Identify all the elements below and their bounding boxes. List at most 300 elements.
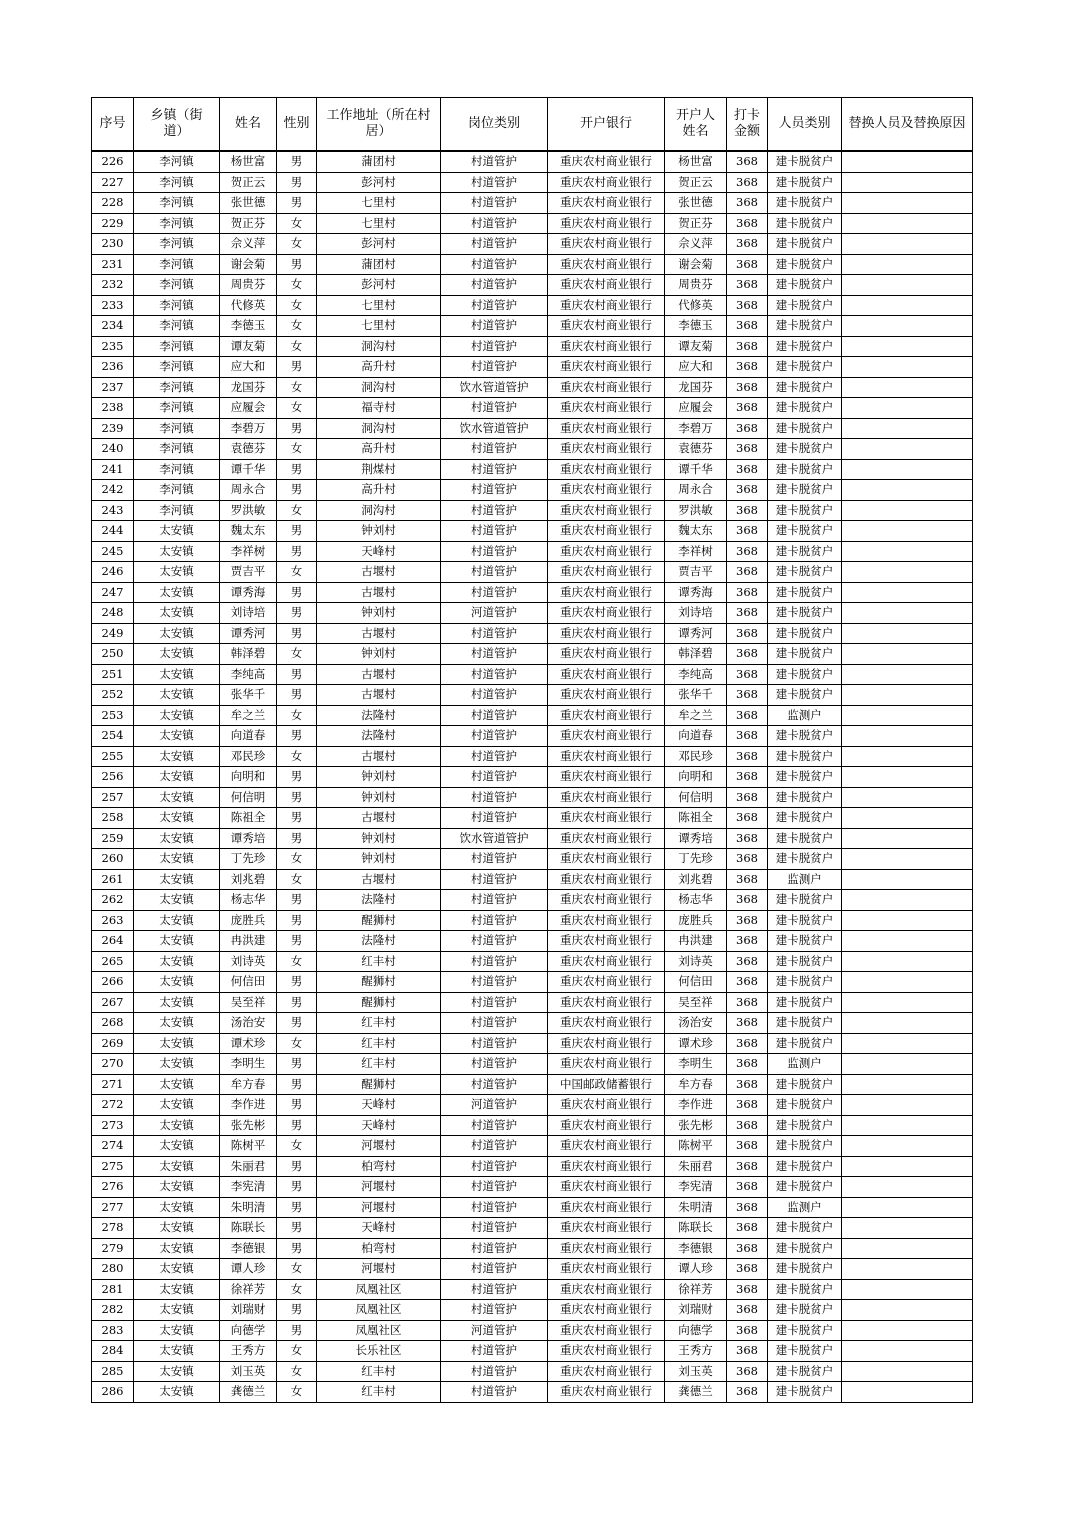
cell-index: 275	[92, 1156, 134, 1177]
cell-person-category: 建卡脱贫户	[768, 459, 842, 480]
cell-amount: 368	[727, 685, 768, 706]
cell-person-category: 建卡脱贫户	[768, 1320, 842, 1341]
cell-town: 太安镇	[134, 869, 220, 890]
cell-account-holder: 韩泽碧	[665, 644, 727, 665]
cell-amount: 368	[727, 1095, 768, 1116]
cell-job-category: 村道管护	[441, 787, 548, 808]
cell-work-address: 法隆村	[317, 726, 441, 747]
cell-work-address: 荆煤村	[317, 459, 441, 480]
cell-person-category: 建卡脱贫户	[768, 726, 842, 747]
cell-job-category: 村道管护	[441, 172, 548, 193]
cell-job-category: 村道管护	[441, 316, 548, 337]
cell-index: 246	[92, 562, 134, 583]
cell-replacement	[842, 316, 973, 337]
cell-town: 李河镇	[134, 295, 220, 316]
cell-person-category: 建卡脱贫户	[768, 254, 842, 275]
cell-bank: 重庆农村商业银行	[548, 234, 665, 255]
cell-town: 太安镇	[134, 664, 220, 685]
cell-amount: 368	[727, 1300, 768, 1321]
cell-gender: 男	[277, 1197, 317, 1218]
cell-account-holder: 陈树平	[665, 1136, 727, 1157]
cell-work-address: 红丰村	[317, 1013, 441, 1034]
table-row	[92, 1259, 973, 1280]
cell-person-category: 建卡脱贫户	[768, 521, 842, 542]
cell-job-category: 村道管护	[441, 951, 548, 972]
cell-bank: 重庆农村商业银行	[548, 869, 665, 890]
cell-town: 李河镇	[134, 336, 220, 357]
cell-person-category: 建卡脱贫户	[768, 377, 842, 398]
cell-replacement	[842, 869, 973, 890]
personnel-table	[91, 97, 973, 1403]
cell-gender: 男	[277, 767, 317, 788]
cell-town: 太安镇	[134, 787, 220, 808]
col-header-account-holder: 开户人姓名	[665, 98, 727, 152]
cell-account-holder: 向道春	[665, 726, 727, 747]
cell-replacement	[842, 582, 973, 603]
table-row	[92, 890, 973, 911]
cell-work-address: 天峰村	[317, 1095, 441, 1116]
cell-amount: 368	[727, 1156, 768, 1177]
cell-person-category: 建卡脱贫户	[768, 357, 842, 378]
cell-replacement	[842, 1238, 973, 1259]
cell-replacement	[842, 1341, 973, 1362]
cell-bank: 重庆农村商业银行	[548, 357, 665, 378]
cell-work-address: 古堰村	[317, 685, 441, 706]
col-header-name: 姓名	[220, 98, 277, 152]
cell-work-address: 钟刘村	[317, 521, 441, 542]
cell-index: 260	[92, 849, 134, 870]
cell-name: 吴至祥	[220, 992, 277, 1013]
cell-bank: 重庆农村商业银行	[548, 1320, 665, 1341]
cell-town: 太安镇	[134, 1136, 220, 1157]
cell-index: 250	[92, 644, 134, 665]
cell-amount: 368	[727, 1382, 768, 1403]
cell-bank: 重庆农村商业银行	[548, 1033, 665, 1054]
cell-person-category: 建卡脱贫户	[768, 972, 842, 993]
table-row	[92, 869, 973, 890]
cell-account-holder: 何信田	[665, 972, 727, 993]
cell-town: 太安镇	[134, 1054, 220, 1075]
cell-bank: 重庆农村商业银行	[548, 316, 665, 337]
cell-job-category: 村道管护	[441, 439, 548, 460]
cell-replacement	[842, 562, 973, 583]
table-row	[92, 664, 973, 685]
cell-work-address: 蒲团村	[317, 254, 441, 275]
cell-index: 285	[92, 1361, 134, 1382]
cell-gender: 男	[277, 910, 317, 931]
cell-replacement	[842, 234, 973, 255]
cell-work-address: 天峰村	[317, 1218, 441, 1239]
cell-replacement	[842, 685, 973, 706]
cell-town: 太安镇	[134, 1197, 220, 1218]
cell-amount: 368	[727, 562, 768, 583]
cell-bank: 重庆农村商业银行	[548, 172, 665, 193]
cell-bank: 重庆农村商业银行	[548, 521, 665, 542]
cell-job-category: 村道管护	[441, 213, 548, 234]
table-row	[92, 1197, 973, 1218]
cell-amount: 368	[727, 398, 768, 419]
cell-gender: 男	[277, 726, 317, 747]
cell-gender: 男	[277, 1095, 317, 1116]
cell-name: 王秀方	[220, 1341, 277, 1362]
cell-job-category: 村道管护	[441, 767, 548, 788]
cell-gender: 男	[277, 1320, 317, 1341]
cell-account-holder: 刘玉英	[665, 1361, 727, 1382]
cell-town: 太安镇	[134, 1259, 220, 1280]
cell-work-address: 法隆村	[317, 890, 441, 911]
cell-amount: 368	[727, 603, 768, 624]
cell-gender: 男	[277, 541, 317, 562]
cell-name: 邓民珍	[220, 746, 277, 767]
cell-index: 233	[92, 295, 134, 316]
cell-work-address: 法隆村	[317, 931, 441, 952]
cell-amount: 368	[727, 1279, 768, 1300]
cell-name: 李明生	[220, 1054, 277, 1075]
cell-account-holder: 刘瑞财	[665, 1300, 727, 1321]
cell-index: 234	[92, 316, 134, 337]
cell-account-holder: 李德玉	[665, 316, 727, 337]
cell-job-category: 村道管护	[441, 1156, 548, 1177]
cell-job-category: 村道管护	[441, 849, 548, 870]
cell-replacement	[842, 890, 973, 911]
cell-job-category: 村道管护	[441, 685, 548, 706]
cell-amount: 368	[727, 828, 768, 849]
cell-work-address: 七里村	[317, 295, 441, 316]
cell-replacement	[842, 910, 973, 931]
cell-amount: 368	[727, 972, 768, 993]
cell-account-holder: 佘义萍	[665, 234, 727, 255]
cell-gender: 男	[277, 992, 317, 1013]
cell-name: 李作进	[220, 1095, 277, 1116]
cell-name: 龚德兰	[220, 1382, 277, 1403]
cell-index: 281	[92, 1279, 134, 1300]
cell-gender: 男	[277, 828, 317, 849]
cell-person-category: 监测户	[768, 705, 842, 726]
cell-job-category: 村道管护	[441, 521, 548, 542]
cell-account-holder: 李德银	[665, 1238, 727, 1259]
cell-replacement	[842, 439, 973, 460]
table-row	[92, 644, 973, 665]
col-header-person-category: 人员类别	[768, 98, 842, 152]
cell-replacement	[842, 1382, 973, 1403]
cell-amount: 368	[727, 623, 768, 644]
cell-index: 242	[92, 480, 134, 501]
cell-town: 太安镇	[134, 1341, 220, 1362]
cell-gender: 男	[277, 172, 317, 193]
table-row	[92, 1382, 973, 1403]
cell-work-address: 河堰村	[317, 1259, 441, 1280]
cell-work-address: 钟刘村	[317, 828, 441, 849]
cell-name: 谭秀培	[220, 828, 277, 849]
cell-name: 魏太东	[220, 521, 277, 542]
cell-bank: 重庆农村商业银行	[548, 193, 665, 214]
cell-work-address: 红丰村	[317, 1382, 441, 1403]
cell-index: 258	[92, 808, 134, 829]
cell-index: 263	[92, 910, 134, 931]
cell-replacement	[842, 275, 973, 296]
cell-person-category: 建卡脱贫户	[768, 1033, 842, 1054]
cell-bank: 重庆农村商业银行	[548, 1300, 665, 1321]
cell-town: 李河镇	[134, 459, 220, 480]
table-row	[92, 316, 973, 337]
cell-amount: 368	[727, 890, 768, 911]
cell-replacement	[842, 828, 973, 849]
table-row	[92, 1238, 973, 1259]
cell-index: 259	[92, 828, 134, 849]
cell-town: 太安镇	[134, 849, 220, 870]
cell-job-category: 村道管护	[441, 151, 548, 172]
table-row	[92, 234, 973, 255]
cell-town: 李河镇	[134, 275, 220, 296]
col-header-bank: 开户银行	[548, 98, 665, 152]
cell-name: 谭人珍	[220, 1259, 277, 1280]
cell-gender: 女	[277, 398, 317, 419]
cell-index: 252	[92, 685, 134, 706]
cell-gender: 男	[277, 1238, 317, 1259]
cell-town: 李河镇	[134, 357, 220, 378]
cell-gender: 女	[277, 849, 317, 870]
cell-name: 李宪清	[220, 1177, 277, 1198]
cell-town: 太安镇	[134, 951, 220, 972]
cell-work-address: 天峰村	[317, 541, 441, 562]
cell-job-category: 村道管护	[441, 1279, 548, 1300]
cell-person-category: 监测户	[768, 1197, 842, 1218]
cell-gender: 男	[277, 685, 317, 706]
cell-bank: 重庆农村商业银行	[548, 931, 665, 952]
cell-job-category: 村道管护	[441, 869, 548, 890]
table-row	[92, 439, 973, 460]
table-row	[92, 418, 973, 439]
cell-person-category: 建卡脱贫户	[768, 1341, 842, 1362]
cell-index: 273	[92, 1115, 134, 1136]
cell-job-category: 村道管护	[441, 890, 548, 911]
cell-bank: 重庆农村商业银行	[548, 336, 665, 357]
cell-person-category: 建卡脱贫户	[768, 808, 842, 829]
cell-index: 232	[92, 275, 134, 296]
cell-amount: 368	[727, 1054, 768, 1075]
cell-account-holder: 王秀方	[665, 1341, 727, 1362]
cell-town: 太安镇	[134, 521, 220, 542]
cell-amount: 368	[727, 767, 768, 788]
cell-gender: 男	[277, 623, 317, 644]
cell-account-holder: 龙国芬	[665, 377, 727, 398]
cell-bank: 重庆农村商业银行	[548, 890, 665, 911]
cell-replacement	[842, 1320, 973, 1341]
cell-work-address: 柏弯村	[317, 1156, 441, 1177]
cell-person-category: 建卡脱贫户	[768, 541, 842, 562]
cell-bank: 重庆农村商业银行	[548, 685, 665, 706]
cell-bank: 重庆农村商业银行	[548, 1238, 665, 1259]
cell-bank: 重庆农村商业银行	[548, 705, 665, 726]
cell-amount: 368	[727, 664, 768, 685]
cell-gender: 男	[277, 582, 317, 603]
cell-work-address: 七里村	[317, 316, 441, 337]
cell-person-category: 建卡脱贫户	[768, 439, 842, 460]
cell-work-address: 高升村	[317, 480, 441, 501]
cell-bank: 重庆农村商业银行	[548, 1095, 665, 1116]
table-row	[92, 828, 973, 849]
table-row	[92, 951, 973, 972]
cell-name: 李碧万	[220, 418, 277, 439]
table-row	[92, 1013, 973, 1034]
cell-person-category: 建卡脱贫户	[768, 1156, 842, 1177]
cell-person-category: 建卡脱贫户	[768, 1279, 842, 1300]
cell-job-category: 村道管护	[441, 1361, 548, 1382]
cell-replacement	[842, 254, 973, 275]
col-header-index: 序号	[92, 98, 134, 152]
table-row	[92, 1115, 973, 1136]
cell-bank: 重庆农村商业银行	[548, 746, 665, 767]
cell-replacement	[842, 972, 973, 993]
cell-name: 李德银	[220, 1238, 277, 1259]
cell-town: 李河镇	[134, 193, 220, 214]
cell-gender: 男	[277, 418, 317, 439]
cell-town: 太安镇	[134, 1361, 220, 1382]
cell-replacement	[842, 623, 973, 644]
cell-account-holder: 应履会	[665, 398, 727, 419]
cell-amount: 368	[727, 151, 768, 172]
cell-job-category: 村道管护	[441, 705, 548, 726]
cell-town: 李河镇	[134, 172, 220, 193]
cell-replacement	[842, 295, 973, 316]
cell-town: 太安镇	[134, 1300, 220, 1321]
col-header-job-category: 岗位类别	[441, 98, 548, 152]
cell-replacement	[842, 1259, 973, 1280]
table-row	[92, 685, 973, 706]
cell-name: 朱明清	[220, 1197, 277, 1218]
cell-name: 朱丽君	[220, 1156, 277, 1177]
cell-bank: 重庆农村商业银行	[548, 1054, 665, 1075]
cell-town: 太安镇	[134, 890, 220, 911]
cell-person-category: 建卡脱贫户	[768, 1218, 842, 1239]
cell-name: 谭术珍	[220, 1033, 277, 1054]
cell-amount: 368	[727, 1013, 768, 1034]
cell-index: 264	[92, 931, 134, 952]
cell-gender: 女	[277, 295, 317, 316]
cell-account-holder: 龚德兰	[665, 1382, 727, 1403]
cell-name: 向明和	[220, 767, 277, 788]
cell-replacement	[842, 603, 973, 624]
cell-bank: 重庆农村商业银行	[548, 1382, 665, 1403]
cell-gender: 女	[277, 1279, 317, 1300]
cell-name: 陈树平	[220, 1136, 277, 1157]
cell-job-category: 村道管护	[441, 398, 548, 419]
table-row	[92, 254, 973, 275]
cell-bank: 重庆农村商业银行	[548, 1156, 665, 1177]
cell-index: 277	[92, 1197, 134, 1218]
cell-name: 谭秀河	[220, 623, 277, 644]
cell-town: 太安镇	[134, 603, 220, 624]
cell-job-category: 村道管护	[441, 1054, 548, 1075]
cell-gender: 女	[277, 1136, 317, 1157]
cell-town: 太安镇	[134, 808, 220, 829]
cell-name: 龙国芬	[220, 377, 277, 398]
cell-town: 太安镇	[134, 828, 220, 849]
cell-gender: 女	[277, 644, 317, 665]
cell-person-category: 建卡脱贫户	[768, 500, 842, 521]
cell-index: 276	[92, 1177, 134, 1198]
cell-gender: 女	[277, 951, 317, 972]
cell-person-category: 建卡脱贫户	[768, 828, 842, 849]
cell-bank: 重庆农村商业银行	[548, 644, 665, 665]
cell-job-category: 饮水管道管护	[441, 377, 548, 398]
cell-gender: 女	[277, 439, 317, 460]
cell-bank: 重庆农村商业银行	[548, 459, 665, 480]
cell-name: 何信田	[220, 972, 277, 993]
cell-account-holder: 张先彬	[665, 1115, 727, 1136]
cell-amount: 368	[727, 726, 768, 747]
cell-amount: 368	[727, 418, 768, 439]
cell-person-category: 建卡脱贫户	[768, 787, 842, 808]
table-row	[92, 767, 973, 788]
cell-person-category: 监测户	[768, 1054, 842, 1075]
cell-job-category: 饮水管道管护	[441, 828, 548, 849]
cell-work-address: 古堰村	[317, 582, 441, 603]
table-row	[92, 972, 973, 993]
cell-gender: 男	[277, 1054, 317, 1075]
cell-account-holder: 朱丽君	[665, 1156, 727, 1177]
cell-bank: 重庆农村商业银行	[548, 480, 665, 501]
cell-replacement	[842, 1300, 973, 1321]
cell-name: 杨世富	[220, 151, 277, 172]
cell-town: 太安镇	[134, 1115, 220, 1136]
cell-town: 太安镇	[134, 1320, 220, 1341]
cell-name: 牟之兰	[220, 705, 277, 726]
table-row	[92, 1054, 973, 1075]
cell-account-holder: 刘兆碧	[665, 869, 727, 890]
cell-name: 庞胜兵	[220, 910, 277, 931]
cell-work-address: 钟刘村	[317, 849, 441, 870]
cell-job-category: 村道管护	[441, 664, 548, 685]
cell-name: 应大和	[220, 357, 277, 378]
cell-amount: 368	[727, 1320, 768, 1341]
cell-work-address: 柏弯村	[317, 1238, 441, 1259]
cell-job-category: 村道管护	[441, 500, 548, 521]
cell-amount: 368	[727, 377, 768, 398]
cell-job-category: 村道管护	[441, 746, 548, 767]
cell-name: 刘玉英	[220, 1361, 277, 1382]
cell-index: 245	[92, 541, 134, 562]
cell-work-address: 七里村	[317, 193, 441, 214]
cell-amount: 368	[727, 1177, 768, 1198]
cell-gender: 女	[277, 377, 317, 398]
cell-person-category: 建卡脱贫户	[768, 623, 842, 644]
col-header-replacement: 替换人员及替换原因	[842, 98, 973, 152]
cell-job-category: 村道管护	[441, 1197, 548, 1218]
cell-town: 太安镇	[134, 705, 220, 726]
cell-work-address: 钟刘村	[317, 603, 441, 624]
cell-index: 256	[92, 767, 134, 788]
cell-index: 239	[92, 418, 134, 439]
cell-work-address: 红丰村	[317, 1033, 441, 1054]
cell-gender: 男	[277, 254, 317, 275]
cell-name: 刘诗培	[220, 603, 277, 624]
cell-account-holder: 李祥树	[665, 541, 727, 562]
cell-amount: 368	[727, 931, 768, 952]
table-row	[92, 1074, 973, 1095]
cell-index: 227	[92, 172, 134, 193]
cell-bank: 重庆农村商业银行	[548, 787, 665, 808]
cell-name: 罗洪敏	[220, 500, 277, 521]
cell-town: 太安镇	[134, 1382, 220, 1403]
cell-bank: 重庆农村商业银行	[548, 951, 665, 972]
col-header-gender: 性别	[277, 98, 317, 152]
cell-job-category: 饮水管道管护	[441, 418, 548, 439]
table-row	[92, 295, 973, 316]
cell-name: 谭友菊	[220, 336, 277, 357]
col-header-amount: 打卡金额	[727, 98, 768, 152]
cell-replacement	[842, 1013, 973, 1034]
